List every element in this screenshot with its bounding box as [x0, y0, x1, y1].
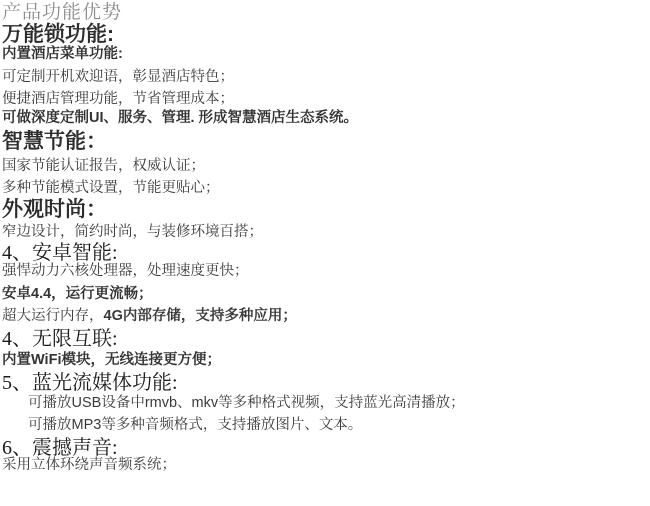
feature-line-mixed-weight [2, 308, 297, 325]
heading-stylish-appearance: 外观时尚： [2, 198, 107, 221]
feature-line: 安卓4.4，运行更流畅； [2, 286, 153, 302]
feature-line: 可定制开机欢迎语，彰显酒店特色； [2, 69, 234, 85]
feature-line: 内置WiFi模块，无线连接更方便； [2, 352, 221, 368]
heading-shocking-sound: 6、震撼声音: [2, 437, 118, 459]
feature-line: 内置酒店菜单功能: [2, 46, 123, 62]
feature-line: 多种节能模式设置，节能更贴心； [2, 180, 220, 196]
feature-line: 可做深度定制UI、服务、管理. 形成智慧酒店生态系统。 [2, 110, 359, 126]
feature-segment: 4G内部存储，支持多种应用； [103, 308, 297, 324]
heading-android-smart: 4、安卓智能: [2, 242, 118, 264]
feature-line: 采用立体环绕声音频系统； [2, 457, 176, 473]
feature-line: 便捷酒店管理功能，节省管理成本； [2, 91, 234, 107]
document-title: 产品功能优势 [2, 2, 123, 23]
feature-line: 国家节能认证报告，权威认证； [2, 158, 205, 174]
heading-bluray-streaming: 5、蓝光流媒体功能: [2, 372, 178, 394]
feature-line: 可播放MP3等多种音频格式，支持播放图片、文本。 [28, 417, 363, 433]
heading-smart-energy-saving: 智慧节能： [2, 130, 107, 153]
heading-universal-lock: 万能锁功能: [2, 23, 114, 46]
feature-line: 窄边设计，简约时尚，与装修环境百搭； [2, 224, 263, 240]
feature-line: 可播放USB设备中rmvb、mkv等多种格式视频，支持蓝光高清播放； [28, 395, 465, 411]
feature-line: 强悍动力六核处理器，处理速度更快； [2, 263, 249, 279]
heading-unlimited-connectivity: 4、无限互联: [2, 328, 118, 350]
feature-segment: 超大运行内存， [2, 308, 104, 324]
